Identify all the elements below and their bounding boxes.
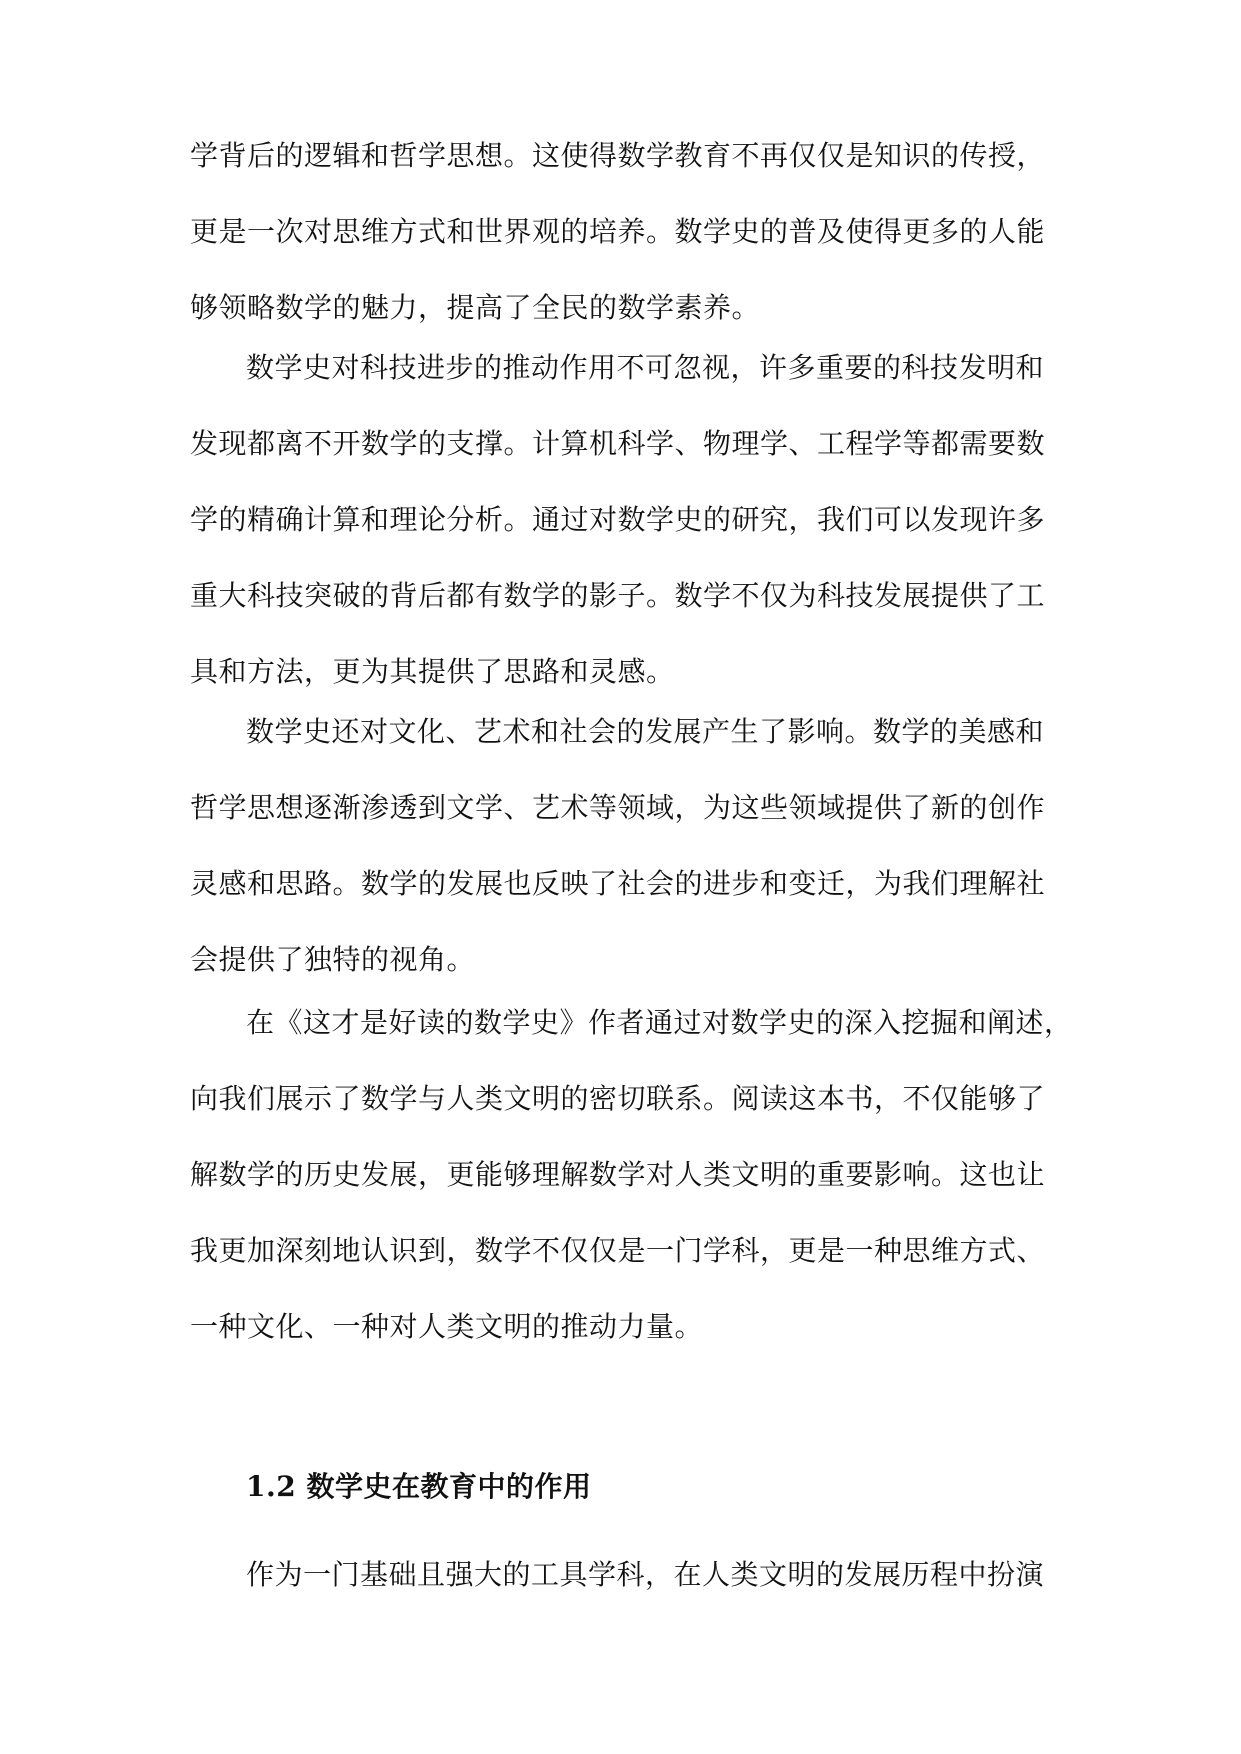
paragraph-line: 我更加深刻地认识到，数学不仅仅是一门学科，更是一种思维方式、 bbox=[190, 1234, 1046, 1267]
paragraph-4 bbox=[190, 985, 1073, 1365]
paragraph-line: 数学史对科技进步的推动作用不可忽视，许多重要的科技发明和 bbox=[246, 351, 1045, 384]
paragraph-1 bbox=[190, 118, 1060, 346]
paragraph-line: 向我们展示了数学与人类文明的密切联系。阅读这本书，不仅能够了 bbox=[190, 1082, 1046, 1115]
paragraph-line: 哲学思想逐渐渗透到文学、艺术等领域，为这些领域提供了新的创作 bbox=[190, 791, 1046, 824]
paragraph-line: 发现都离不开数学的支撑。计算机科学、物理学、工程学等都需要数 bbox=[190, 427, 1046, 460]
paragraph-3 bbox=[190, 694, 1060, 998]
paragraph-line: 学的精确计算和理论分析。通过对数学史的研究，我们可以发现许多 bbox=[190, 503, 1046, 536]
paragraph-line: 更是一次对思维方式和世界观的培养。数学史的普及使得更多的人能 bbox=[190, 215, 1046, 248]
paragraph-line: 一种文化、一种对人类文明的推动力量。 bbox=[190, 1310, 704, 1343]
paragraph-line: 灵感和思路。数学的发展也反映了社会的进步和变迁，为我们理解社 bbox=[190, 867, 1046, 900]
paragraph-line: 具和方法，更为其提供了思路和灵感。 bbox=[190, 655, 675, 688]
paragraph-2 bbox=[190, 330, 1060, 710]
paragraph-line: 学背后的逻辑和哲学思想。这使得数学教育不再仅仅是知识的传授， bbox=[190, 139, 1046, 172]
paragraph-line: 作为一门基础且强大的工具学科，在人类文明的发展历程中扮演 bbox=[246, 1558, 1045, 1591]
paragraph-line: 在《这才是好读的数学史》作者通过对数学史的深入挖掘和阐述， bbox=[246, 1006, 1073, 1039]
paragraph-line: 解数学的历史发展，更能够理解数学对人类文明的重要影响。这也让 bbox=[190, 1158, 1046, 1191]
section-heading: 1.2 数学史在教育中的作用 bbox=[246, 1470, 592, 1503]
paragraph-5 bbox=[190, 1537, 1060, 1613]
paragraph-line: 够领略数学的魅力，提高了全民的数学素养。 bbox=[190, 291, 761, 324]
paragraph-line: 会提供了独特的视角。 bbox=[190, 943, 476, 976]
paragraph-line: 重大科技突破的背后都有数学的影子。数学不仅为科技发展提供了工 bbox=[190, 579, 1046, 612]
paragraph-line: 数学史还对文化、艺术和社会的发展产生了影响。数学的美感和 bbox=[246, 715, 1045, 748]
